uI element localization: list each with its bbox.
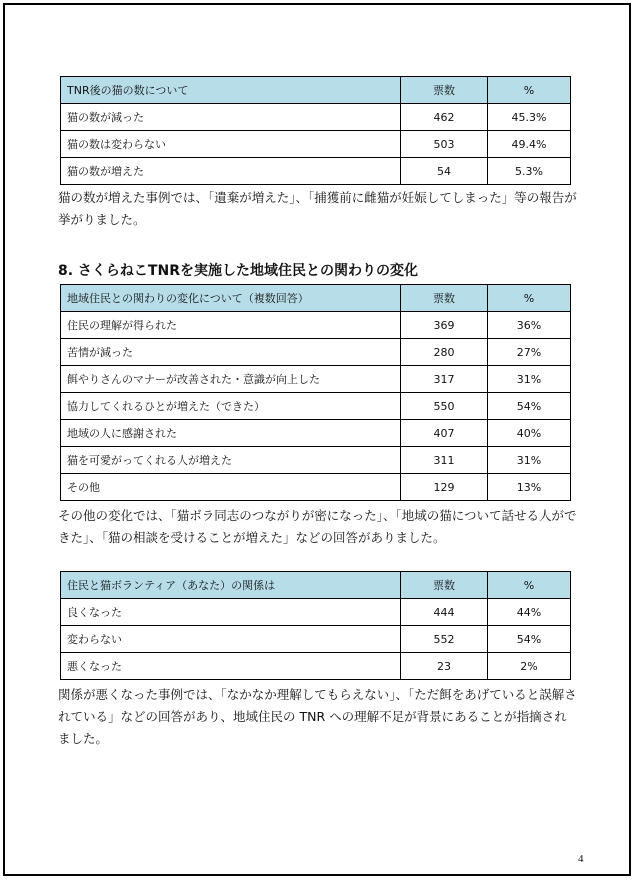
header-percent: % [488, 572, 571, 599]
cell-percent: 45.3% [488, 104, 571, 131]
cell-votes: 129 [401, 474, 488, 501]
cell-label: 猫の数は変わらない [61, 131, 401, 158]
cell-votes: 369 [401, 312, 488, 339]
cell-percent: 40% [488, 420, 571, 447]
cell-percent: 54% [488, 393, 571, 420]
cell-label: 悪くなった [61, 653, 401, 680]
paragraph-cat-increase: 猫の数が増えた事例では、「遺棄が増えた」、「捕獲前に雌猫が妊娠してしまった」等の報告が挙がりました。 [58, 190, 577, 227]
table-row [61, 393, 571, 420]
table-row [61, 131, 571, 158]
cell-percent: 54% [488, 626, 571, 653]
table-row [61, 104, 571, 131]
header-percent: % [488, 77, 571, 104]
table-header [61, 285, 571, 312]
table-header [61, 77, 571, 104]
cell-percent: 31% [488, 447, 571, 474]
paragraph-worse-relations: 関係が悪くなった事例では、「なかなか理解してもらえない」、「ただ餌をあげていると誤解されている」などの回答があり、地域住民の TNR への理解不足が背景にあることが指摘されました。 [58, 687, 577, 746]
cell-label: 住民の理解が得られた [61, 312, 401, 339]
header-label: 地域住民との関わりの変化について（複数回答） [61, 285, 401, 312]
header-votes: 票数 [401, 572, 488, 599]
table-row [61, 366, 571, 393]
cell-label: 協力してくれるひとが増えた（できた） [61, 393, 401, 420]
cell-percent: 27% [488, 339, 571, 366]
paragraph-other-changes: その他の変化では、「猫ボラ同志のつながりが密になった」、「地域の猫について話せる人ができた」、「猫の相談を受けることが増えた」などの回答がありました。 [58, 508, 577, 545]
table-row [61, 339, 571, 366]
cell-percent: 36% [488, 312, 571, 339]
table-row [61, 312, 571, 339]
header-votes: 票数 [401, 285, 488, 312]
cell-votes: 407 [401, 420, 488, 447]
table-row [61, 653, 571, 680]
table-row [61, 626, 571, 653]
section-heading: 8. さくらねこTNRを実施した地域住民との関わりの変化 [58, 263, 418, 279]
cell-label: その他 [61, 474, 401, 501]
table-cat-count [60, 76, 571, 185]
cell-votes: 54 [401, 158, 488, 185]
page-number: 4 [578, 853, 584, 865]
header-percent: % [488, 285, 571, 312]
cell-votes: 444 [401, 599, 488, 626]
cell-label: 餌やりさんのマナーが改善された・意識が向上した [61, 366, 401, 393]
cell-percent: 49.4% [488, 131, 571, 158]
cell-percent: 13% [488, 474, 571, 501]
cell-votes: 462 [401, 104, 488, 131]
table-row [61, 599, 571, 626]
cell-label: 猫の数が減った [61, 104, 401, 131]
cell-votes: 317 [401, 366, 488, 393]
table-row [61, 158, 571, 185]
cell-label: 地域の人に感謝された [61, 420, 401, 447]
cell-votes: 311 [401, 447, 488, 474]
cell-votes: 280 [401, 339, 488, 366]
cell-percent: 5.3% [488, 158, 571, 185]
cell-label: 良くなった [61, 599, 401, 626]
table-row [61, 447, 571, 474]
cell-label: 猫の数が増えた [61, 158, 401, 185]
cell-label: 変わらない [61, 626, 401, 653]
table-row [61, 474, 571, 501]
cell-percent: 44% [488, 599, 571, 626]
table-header [61, 572, 571, 599]
cell-votes: 23 [401, 653, 488, 680]
header-votes: 票数 [401, 77, 488, 104]
cell-percent: 2% [488, 653, 571, 680]
cell-label: 猫を可愛がってくれる人が増えた [61, 447, 401, 474]
table-row [61, 420, 571, 447]
table-volunteer-relations [60, 571, 571, 680]
cell-percent: 31% [488, 366, 571, 393]
header-label: TNR後の猫の数について [61, 77, 401, 104]
table-resident-relations [60, 284, 571, 501]
cell-votes: 550 [401, 393, 488, 420]
header-label: 住民と猫ボランティア（あなた）の関係は [61, 572, 401, 599]
cell-label: 苦情が減った [61, 339, 401, 366]
cell-votes: 503 [401, 131, 488, 158]
cell-votes: 552 [401, 626, 488, 653]
